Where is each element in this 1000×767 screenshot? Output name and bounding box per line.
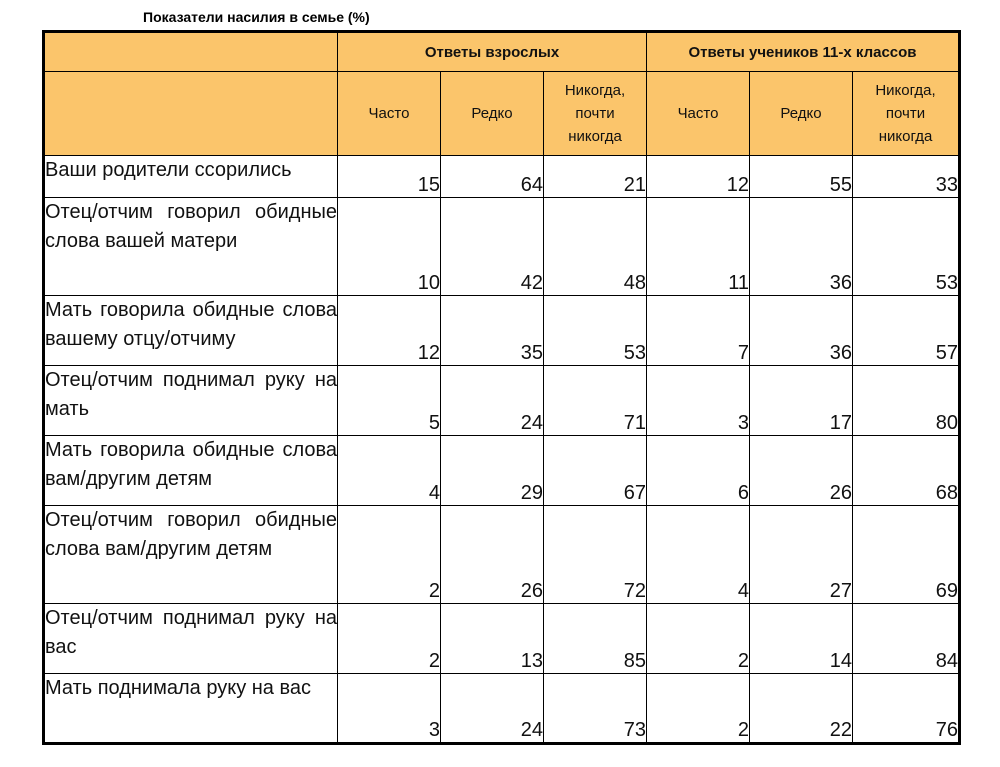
value-cell: 22 — [750, 674, 853, 744]
value-cell: 53 — [544, 296, 647, 366]
value-cell: 24 — [441, 674, 544, 744]
table-row — [44, 366, 960, 436]
column-header: Редко — [750, 72, 853, 156]
row-label: Отец/отчим поднимал руку на мать — [44, 366, 338, 436]
value-cell: 2 — [647, 674, 750, 744]
group-header-adults: Ответы взрослых — [338, 32, 647, 72]
value-cell: 2 — [338, 604, 441, 674]
row-label: Ваши родители ссорились — [44, 156, 338, 198]
value-cell: 76 — [853, 674, 960, 744]
table-row — [44, 296, 960, 366]
value-cell: 33 — [853, 156, 960, 198]
value-cell: 36 — [750, 198, 853, 296]
value-cell: 26 — [750, 436, 853, 506]
table-row — [44, 198, 960, 296]
value-cell: 55 — [750, 156, 853, 198]
value-cell: 6 — [647, 436, 750, 506]
value-cell: 3 — [647, 366, 750, 436]
table-row — [44, 506, 960, 604]
value-cell: 42 — [441, 198, 544, 296]
column-header: Редко — [441, 72, 544, 156]
column-header: Часто — [647, 72, 750, 156]
value-cell: 27 — [750, 506, 853, 604]
row-label: Отец/отчим говорил обидные слова вам/другим детям — [44, 506, 338, 604]
header-empty-cell — [44, 32, 338, 72]
value-cell: 35 — [441, 296, 544, 366]
value-cell: 36 — [750, 296, 853, 366]
row-label: Мать поднимала руку на вас — [44, 674, 338, 744]
value-cell: 53 — [853, 198, 960, 296]
value-cell: 13 — [441, 604, 544, 674]
value-cell: 12 — [647, 156, 750, 198]
value-cell: 29 — [441, 436, 544, 506]
value-cell: 17 — [750, 366, 853, 436]
column-header: Никогда, почти никогда — [853, 72, 960, 156]
value-cell: 85 — [544, 604, 647, 674]
value-cell: 80 — [853, 366, 960, 436]
page-title: Показатели насилия в семье (%) — [143, 9, 370, 25]
column-header: Никогда, почти никогда — [544, 72, 647, 156]
value-cell: 4 — [338, 436, 441, 506]
group-header-students: Ответы учеников 11-х классов — [647, 32, 960, 72]
value-cell: 5 — [338, 366, 441, 436]
violence-table — [42, 30, 961, 745]
table-row — [44, 604, 960, 674]
value-cell: 11 — [647, 198, 750, 296]
value-cell: 7 — [647, 296, 750, 366]
value-cell: 71 — [544, 366, 647, 436]
value-cell: 10 — [338, 198, 441, 296]
value-cell: 73 — [544, 674, 647, 744]
value-cell: 14 — [750, 604, 853, 674]
value-cell: 4 — [647, 506, 750, 604]
value-cell: 69 — [853, 506, 960, 604]
table-row — [44, 156, 960, 198]
value-cell: 72 — [544, 506, 647, 604]
subheader-empty-cell — [44, 72, 338, 156]
value-cell: 48 — [544, 198, 647, 296]
row-label: Мать говорила обидные слова вашему отцу/отчиму — [44, 296, 338, 366]
value-cell: 64 — [441, 156, 544, 198]
value-cell: 68 — [853, 436, 960, 506]
row-label: Отец/отчим говорил обидные слова вашей матери — [44, 198, 338, 296]
row-label: Отец/отчим поднимал руку на вас — [44, 604, 338, 674]
value-cell: 15 — [338, 156, 441, 198]
table-row — [44, 674, 960, 744]
value-cell: 2 — [647, 604, 750, 674]
table-row — [44, 436, 960, 506]
value-cell: 26 — [441, 506, 544, 604]
table-body — [44, 156, 960, 744]
row-label: Мать говорила обидные слова вам/другим детям — [44, 436, 338, 506]
value-cell: 67 — [544, 436, 647, 506]
value-cell: 24 — [441, 366, 544, 436]
value-cell: 84 — [853, 604, 960, 674]
value-cell: 21 — [544, 156, 647, 198]
value-cell: 3 — [338, 674, 441, 744]
value-cell: 12 — [338, 296, 441, 366]
value-cell: 57 — [853, 296, 960, 366]
value-cell: 2 — [338, 506, 441, 604]
column-header: Часто — [338, 72, 441, 156]
